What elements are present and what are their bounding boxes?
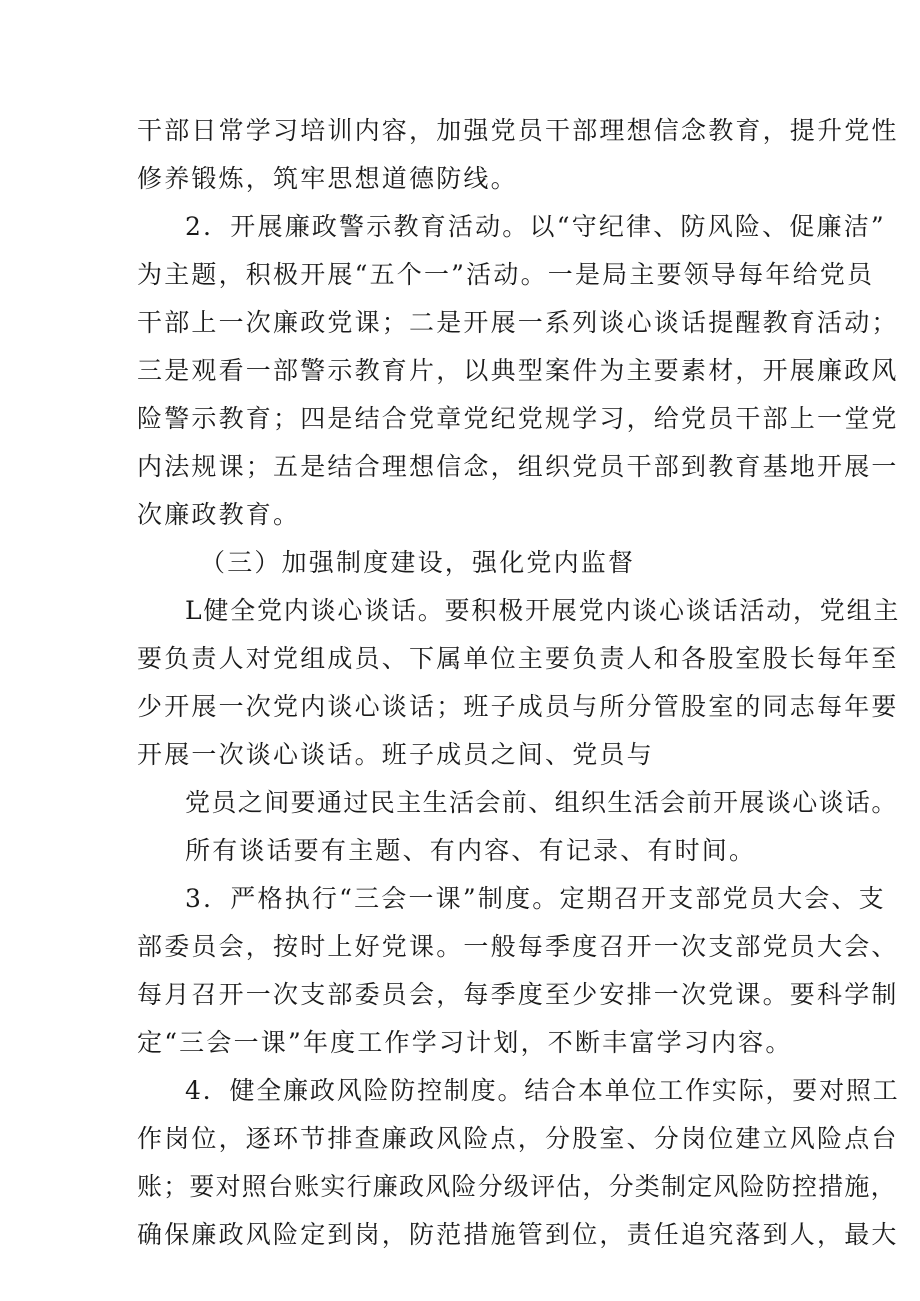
body-text-line: 3．严格执行“三会一课”制度。定期召开支部党员大会、支	[185, 884, 886, 913]
body-text-line: 党员之间要通过民主生活会前、组织生活会前开展谈心谈话。	[185, 788, 898, 817]
section-heading: （三）加强制度建设，强化党内监督	[200, 548, 636, 577]
body-text-line: 干部日常学习培训内容，加强党员干部理想信念教育，提升党性	[137, 116, 899, 145]
body-text-line: L健全党内谈心谈话。要积极开展党内谈心谈话活动，党组主	[185, 596, 901, 625]
body-text-line: 三是观看一部警示教育片，以典型案件为主要素材，开展廉政风	[137, 356, 899, 385]
body-text-line: 每月召开一次支部委员会，每季度至少安排一次党课。要科学制	[137, 980, 899, 1009]
body-text-line: 账；要对照台账实行廉政风险分级评估，分类制定风险防控措施，	[137, 1172, 897, 1201]
body-text-line: 要负责人对党组成员、下属单位主要负责人和各股室股长每年至	[137, 644, 899, 673]
body-text-line: 部委员会，按时上好党课。一般每季度召开一次支部党员大会、	[137, 932, 899, 961]
body-text-line: 为主题，积极开展“五个一”活动。一是局主要领导每年给党员	[137, 260, 875, 289]
body-text-line: 修养锻炼，筑牢思想道德防线。	[137, 164, 518, 193]
body-text-line: 险警示教育；四是结合党章党纪党规学习，给党员干部上一堂党	[137, 404, 899, 433]
body-text-line: 4．健全廉政风险防控制度。结合本单位工作实际，要对照工	[185, 1076, 900, 1105]
body-text-line: 少开展一次党内谈心谈话；班子成员与所分管股室的同志每年要	[137, 692, 899, 721]
body-text-line: 内法规课；五是结合理想信念，组织党员干部到教育基地开展一	[137, 452, 899, 481]
body-text-line: 干部上一次廉政党课；二是开展一系列谈心谈话提醒教育活动；	[137, 308, 899, 337]
body-text-line: 确保廉政风险定到岗，防范措施管到位，责任追究落到人，最大	[137, 1220, 899, 1249]
body-text-line: 2．开展廉政警示教育活动。以“守纪律、防风险、促廉洁”	[185, 212, 886, 241]
body-text-line: 作岗位，逐环节排查廉政风险点，分股室、分岗位建立风险点台	[137, 1124, 899, 1153]
body-text-line: 次廉政教育。	[137, 500, 301, 529]
body-text-line: 所有谈话要有主题、有内容、有记录、有时间。	[185, 836, 757, 865]
body-text-line: 定“三会一课”年度工作学习计划，不断丰富学习内容。	[137, 1028, 793, 1057]
body-text-line: 开展一次谈心谈话。班子成员之间、党员与	[137, 740, 654, 769]
